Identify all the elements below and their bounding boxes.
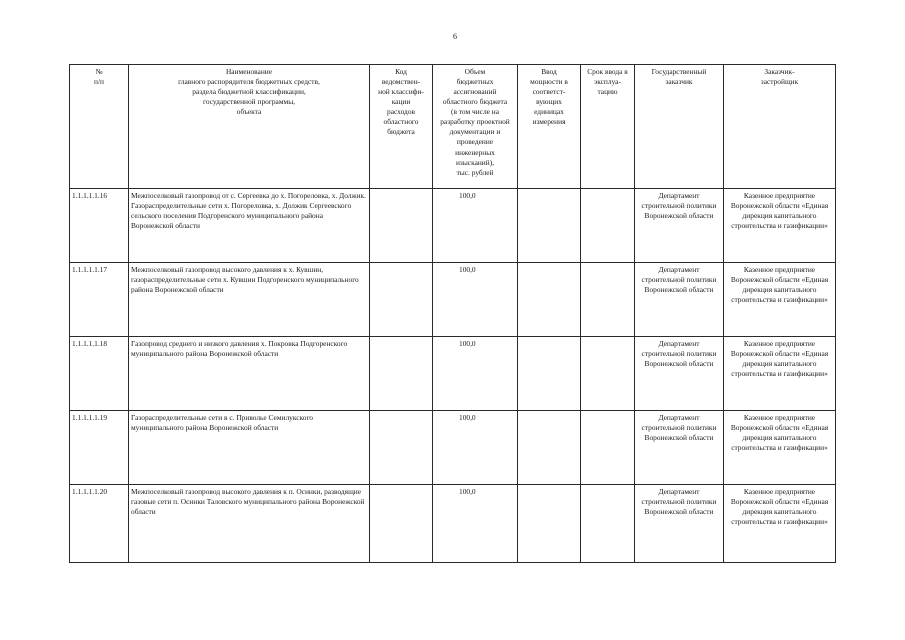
developer-customer: Казенное предприятие Воронежской области «Единая дирекция капитального строительства и газификации» [724, 263, 836, 337]
capacity [518, 189, 581, 263]
header-term-label: Срок ввода в эксплуа- тацию [587, 67, 628, 97]
capacity [518, 411, 581, 485]
header-term [581, 65, 635, 189]
header-developer-label: Заказчик- застройщик [760, 67, 799, 87]
header-code [370, 65, 433, 189]
developer-customer: Казенное предприятие Воронежской области «Единая дирекция капитального строительства и газификации» [724, 337, 836, 411]
header-amount-label: Объем бюджетных ассигнований областного бюджета (в том числе на разработку проектной документации и проведение инженерных изысканий), тыс. рублей [440, 67, 510, 177]
budget-amount: 100,0 [433, 485, 518, 563]
header-name [129, 65, 370, 189]
budget-amount: 100,0 [433, 411, 518, 485]
header-name-label: Наименование главного распорядителя бюджетных средств, раздела бюджетной классификации, государственной программы, объекта [178, 67, 320, 117]
object-name: Межпоселковый газопровод от с. Сергеевка до х. Погореловка, х. Должик. Газораспределительные сети х. Погореловка, х. Должик Сергеевского сельского поселения Подгоренского муниципального района Воронежской области [129, 189, 370, 263]
object-name: Межпоселковый газопровод высокого давления к п. Осинки, разводящие газовые сети п. Осинки Таловского муниципального района Воронежской области [129, 485, 370, 563]
state-customer: Департамент строительной политики Воронежской области [635, 263, 724, 337]
header-row [70, 65, 836, 189]
row-number: 1.1.1.1.1.18 [70, 337, 129, 411]
table-row [70, 189, 836, 263]
header-num [70, 65, 129, 189]
capital-investment-table [69, 64, 836, 563]
budget-amount: 100,0 [433, 263, 518, 337]
header-developer [724, 65, 836, 189]
developer-customer: Казенное предприятие Воронежской области «Единая дирекция капитального строительства и газификации» [724, 411, 836, 485]
budget-code [370, 485, 433, 563]
commission-term [581, 337, 635, 411]
commission-term [581, 411, 635, 485]
developer-customer: Казенное предприятие Воронежской области «Единая дирекция капитального строительства и газификации» [724, 485, 836, 563]
row-number: 1.1.1.1.1.16 [70, 189, 129, 263]
budget-code [370, 263, 433, 337]
commission-term [581, 263, 635, 337]
developer-customer: Казенное предприятие Воронежской области «Единая дирекция капитального строительства и газификации» [724, 189, 836, 263]
header-capacity [518, 65, 581, 189]
table-row [70, 337, 836, 411]
object-name: Межпоселковый газопровод высокого давления к х. Кувшин, газораспределительные сети х. Кувшин Подгоренского муниципального района Воронежской области [129, 263, 370, 337]
header-customer [635, 65, 724, 189]
state-customer: Департамент строительной политики Воронежской области [635, 485, 724, 563]
header-num-label: № п/п [94, 67, 104, 87]
budget-code [370, 337, 433, 411]
budget-amount: 100,0 [433, 189, 518, 263]
object-name: Газораспределительные сети в с. Приволье Семилукского муниципального района Воронежской области [129, 411, 370, 485]
state-customer: Департамент строительной политики Воронежской области [635, 189, 724, 263]
header-code-label: Код ведомствен- ной классифи- кации расходов областного бюджета [378, 67, 424, 137]
object-name: Газопровод среднего и низкого давления х. Покровка Подгоренского муниципального района Воронежской области [129, 337, 370, 411]
table-header [70, 65, 836, 189]
row-number: 1.1.1.1.1.20 [70, 485, 129, 563]
header-capacity-label: Ввод мощности в соответст- вующих единицах измерения [530, 67, 568, 127]
budget-code [370, 411, 433, 485]
header-customer-label: Государственный заказчик [651, 67, 707, 87]
budget-amount: 100,0 [433, 337, 518, 411]
row-number: 1.1.1.1.1.19 [70, 411, 129, 485]
table-row [70, 411, 836, 485]
state-customer: Департамент строительной политики Воронежской области [635, 337, 724, 411]
commission-term [581, 485, 635, 563]
state-customer: Департамент строительной политики Воронежской области [635, 411, 724, 485]
commission-term [581, 189, 635, 263]
capacity [518, 337, 581, 411]
table-row [70, 263, 836, 337]
table-body [70, 189, 836, 563]
page-number: 6 [453, 32, 457, 41]
row-number: 1.1.1.1.1.17 [70, 263, 129, 337]
table-row [70, 485, 836, 563]
capacity [518, 263, 581, 337]
budget-code [370, 189, 433, 263]
header-amount [433, 65, 518, 189]
capacity [518, 485, 581, 563]
